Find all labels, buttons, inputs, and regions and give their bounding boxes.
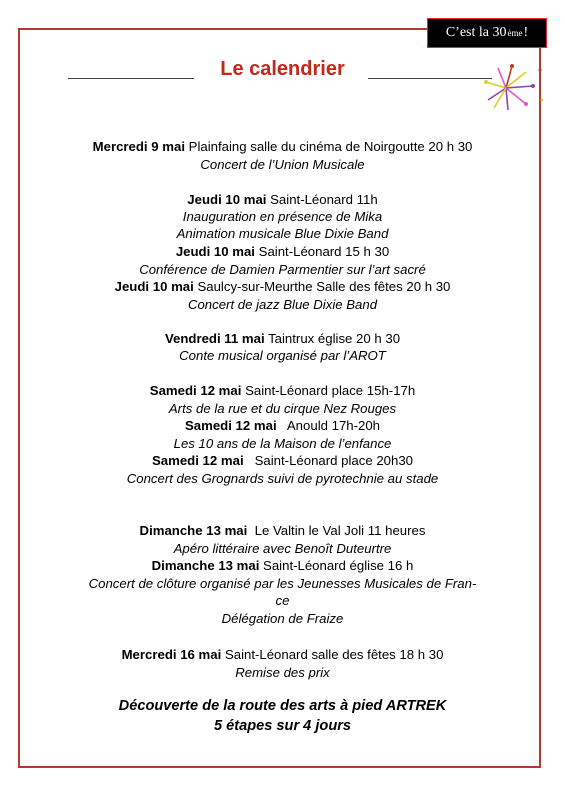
event-line (0, 192, 565, 207)
event-place: Taintrux église 20 h 30 (268, 331, 401, 346)
event-line (0, 523, 565, 538)
badge-text: C’est la 30 (445, 25, 507, 40)
event-description: Concert de clôture organisé par les Jeunesses Musicales de Fran- (88, 576, 477, 591)
page-title: Le calendrier (220, 58, 345, 80)
footer-line-1: Découverte de la route des arts à pied ARTREK (118, 698, 447, 714)
event-line (0, 453, 565, 468)
event-place: Anould 17h-20h (286, 418, 381, 433)
event-day: Samedi 12 mai (151, 453, 244, 468)
event-day: Jeudi 10 mai (187, 192, 267, 207)
event-place: Saint-Léonard place 15h-17h (245, 383, 416, 398)
event-place: Saint-Léonard église 16 h (263, 558, 414, 573)
event-description: Conférence de Damien Parmentier sur l’art sacré (139, 262, 426, 277)
event-line (0, 418, 565, 433)
event-description: Les 10 ans de la Maison de l’enfance (173, 436, 392, 451)
event-description: Arts de la rue et du cirque Nez Rouges (168, 401, 397, 416)
event-line (0, 558, 565, 573)
event-place: Plainfaing salle du cinéma de Noirgoutte 20 h 30 (188, 139, 473, 154)
footer-line-2: 5 étapes sur 4 jours (213, 718, 352, 734)
event-description: Remise des prix (235, 665, 330, 680)
anniversary-badge (427, 18, 547, 48)
event-place: Saulcy-sur-Meurthe Salle des fêtes 20 h 30 (197, 279, 451, 294)
event-day: Vendredi 11 mai (164, 331, 265, 346)
event-place: Saint-Léonard 11h (270, 192, 378, 207)
event-place: Saint-Léonard salle des fêtes 18 h 30 (224, 647, 444, 662)
event-day: Dimanche 13 mai (151, 558, 260, 573)
event-day: Dimanche 13 mai (139, 523, 248, 538)
event-place: Saint-Léonard 15 h 30 (258, 244, 390, 259)
event-description: Concert des Grognards suivi de pyrotechnie au stade (126, 471, 439, 486)
event-day: Mercredi 9 mai (92, 139, 185, 154)
event-place: Saint-Léonard place 20h30 (254, 453, 413, 468)
event-day: Jeudi 10 mai (114, 279, 194, 294)
event-line (0, 244, 565, 259)
event-description: Délégation de Fraize (221, 611, 344, 626)
event-description: Inauguration en présence de Mika (182, 209, 383, 224)
event-place: Le Valtin le Val Joli 11 heures (254, 523, 426, 538)
event-day: Samedi 12 mai (149, 383, 242, 398)
event-description: Animation musicale Blue Dixie Band (176, 226, 389, 241)
event-day: Samedi 12 mai (184, 418, 277, 433)
firework-icon (478, 60, 548, 115)
event-day: Jeudi 10 mai (175, 244, 255, 259)
event-line (0, 279, 565, 294)
event-line (0, 383, 565, 398)
badge-superscript: ème (507, 28, 523, 38)
event-line (0, 331, 565, 346)
event-description: Apéro littéraire avec Benoît Duteurtre (173, 541, 392, 556)
event-line (0, 139, 565, 154)
event-description: Conte musical organisé par l’AROT (179, 348, 386, 363)
event-line (0, 647, 565, 662)
event-description: ce (275, 593, 290, 608)
event-description: Concert de jazz Blue Dixie Band (187, 297, 378, 312)
badge-exclamation: ! (523, 25, 529, 40)
event-description: Concert de l’Union Musicale (200, 157, 365, 172)
event-day: Mercredi 16 mai (121, 647, 222, 662)
